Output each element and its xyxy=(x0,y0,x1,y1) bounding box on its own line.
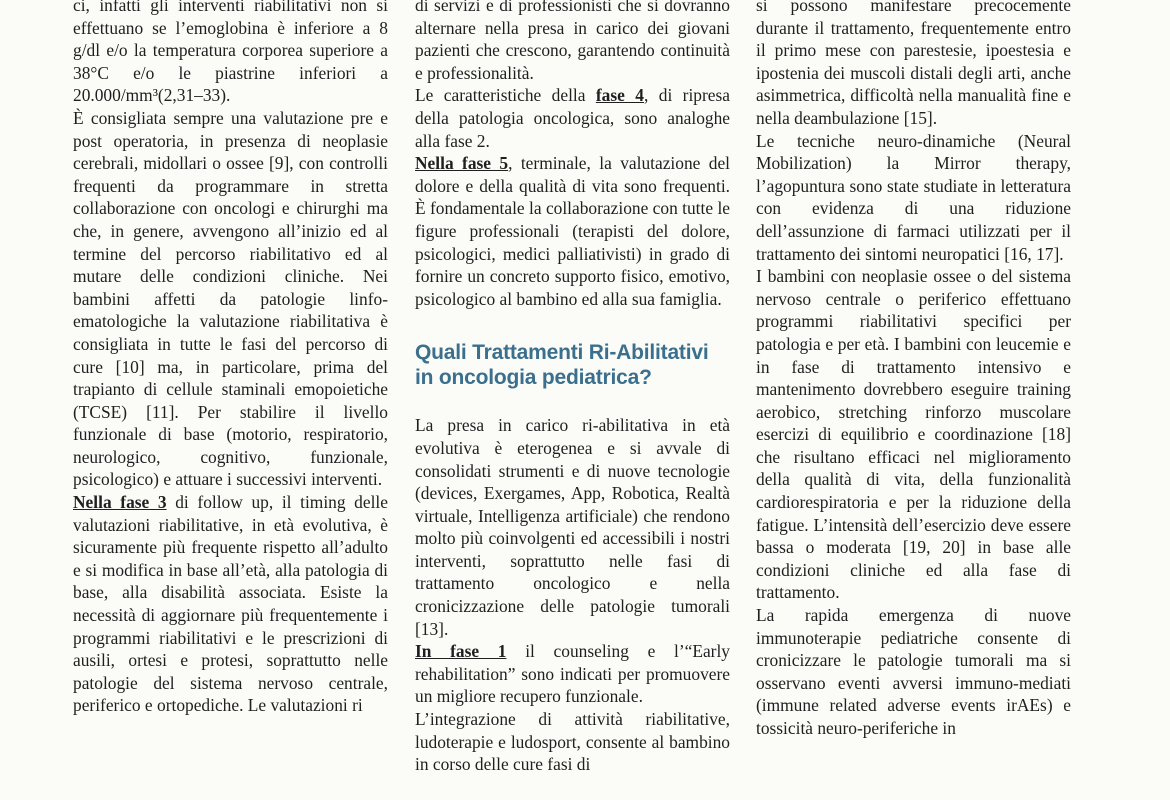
paragraph: Le tecniche neuro-dinamiche (Neural Mobilization) la Mirror therapy, l’agopuntura sono state studiate in letteratura con evidenza di una riduzione dell’assunzione di farmaci utilizzati per il trattamento dei sintomi neuropatici [16, 17]. xyxy=(756,130,1071,264)
paragraph: I bambini con neoplasie ossee o del sistema nervoso centrale o periferico effettuano programmi riabilitativi specifici per patologia e per età. I bambini con leucemie e in fase di trattamento intensivo e mantenimento dovrebbero eseguire training aerobico, stretching rinforzo muscolare esercizi di equilibrio e coordinazione [18] che risultano efficaci nel miglioramento della qualità di vita, della funzionalità cardiorespiratoria e per la riduzione della fatigue. L’intensità dell’esercizio deve essere bassa o moderata [19, 20] in base alle condizioni cliniche ed alla fase di trattamento. xyxy=(756,266,1071,603)
paragraph: si possono manifestare precocemente durante il trattamento, frequentemente entro il primo mese con parestesie, ipoestesia e ipostenia dei muscoli distali degli arti, anche asimmetrica, difficoltà nella manualità fine e nella deambulazione [15]. xyxy=(756,0,1071,128)
paragraph xyxy=(73,491,388,717)
phase-label: Nella fase 5 xyxy=(415,153,509,174)
paragraph xyxy=(415,84,730,152)
paragraph: È consigliata sempre una valutazione pre e post operatoria, in presenza di neoplasie cerebrali, midollari o ossee [9], con controlli frequenti da programmare in stretta collaborazione con oncologi e chirurghi ma che, in genere, avvengono all’inizio ed al termine del percorso riabilitativo ed al mutare delle condizioni cliniche. Nei bambini affetti da patologie linfo-ematologiche la valutazione riabilitativa è consigliata in tutte le fasi del percorso di cure [10] ma, in particolare, prima del trapianto di cellule staminali emopoietiche (TCSE) [11]. Per stabilire il livello funzionale di base (motorio, respiratorio, neurologico, cognitivo, funzionale, psicologico) e attuare i successivi interventi. xyxy=(73,107,388,490)
paragraph-text: , terminale, la valutazione del dolore e della qualità di vita sono frequenti. È fondamentale la collaborazione con tutte le figure professionali (terapisti del dolore, psicologici, medici palliativisti) in grado di fornire un concreto supporto fisico, emotivo, psicologico al bambino ed alla sua famiglia. xyxy=(415,153,730,309)
paragraph: ci, infatti gli interventi riabilitativi non si effettuano se l’emoglobina è inferiore a 8 g/dl e/o la temperatura corporea superiore a 38°C e/o le piastrine inferiori a 20.000/mm³(2,31–33). xyxy=(73,0,388,106)
phase-label: fase 4 xyxy=(595,85,644,106)
paragraph-text: , di ripresa della patologia oncologica, sono analoghe alla fase 2. xyxy=(415,85,730,151)
paragraph: L’integrazione di attività riabilitative, ludoterapie e ludosport, consente al bambino in corso delle cure fasi di xyxy=(415,709,730,775)
text-column-left xyxy=(73,0,388,717)
paragraph-text: Le caratteristiche della xyxy=(415,85,596,106)
paragraph-text: di follow up, il timing delle valutazioni riabilitative, in età evolutiva, è sicuramente più frequente rispetto all’adulto e si modifica in base all’età, alla patologia di base, alla disabilità associata. Esiste la necessità di aggiornare più frequentemente i programmi riabilitativi e le prescrizioni di ausili, ortesi e protesi, soprattutto nelle patologie del sistema nervoso centrale, periferico e ortopediche. Le valutazioni ri xyxy=(73,492,388,716)
section-heading: Quali Trattamenti Ri-Abilitativi in oncologia pediatrica? xyxy=(415,341,709,390)
paragraph xyxy=(415,640,730,708)
paragraph-text: il counseling e l’“Early rehabilitation” sono indicati per promuovere un migliore recupero funzionale. xyxy=(415,641,730,707)
phase-label: In fase 1 xyxy=(415,641,507,662)
text-column-right xyxy=(756,0,1071,740)
paragraph: La rapida emergenza di nuove immunoterapie pediatriche consente di cronicizzare le patologie tumorali ma si osservano eventi avversi immuno-mediati (immune related adverse events irAEs) e tossicità neuro-periferiche in xyxy=(756,605,1071,738)
text-column-middle xyxy=(415,0,730,776)
paragraph: di servizi e di professionisti che si dovranno alternare nella presa in carico dei giovani pazienti che crescono, garantendo continuità e professionalità. xyxy=(415,0,730,83)
paragraph: La presa in carico ri-abilitativa in età evolutiva è eterogenea e si avvale di consolidati strumenti e di nuove tecnologie (devices, Exergames, App, Robotica, Realtà virtuale, Intelligenza artificiale) che rendono molto più coinvolgenti ed accessibili i nostri interventi, soprattutto nelle fasi di trattamento oncologico e nella cronicizzazione delle patologie tumorali [13]. xyxy=(415,415,730,639)
paragraph xyxy=(415,152,730,310)
phase-label: Nella fase 3 xyxy=(73,492,167,513)
